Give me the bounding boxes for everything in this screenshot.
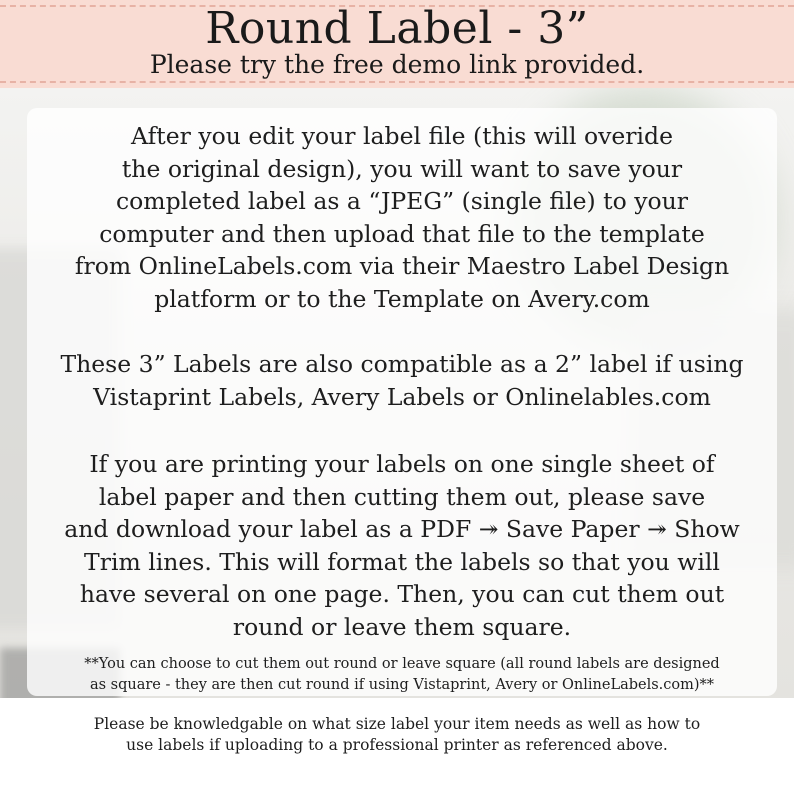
cutting-note <box>27 654 777 696</box>
text-line: Vistaprint Labels, Avery Labels or Onlinelables.com <box>93 382 711 411</box>
instructions-paragraph-2 <box>27 348 777 413</box>
text-line: **You can choose to cut them out round or leave square (all round labels are designed <box>84 656 720 672</box>
text-line: have several on one page. Then, you can cut them out <box>79 580 725 608</box>
text-line: After you edit your label file (this will overide <box>131 122 673 150</box>
text-line: platform or to the Template on Avery.com <box>154 284 650 313</box>
text-line: If you are printing your labels on one single sheet of <box>89 450 715 478</box>
text-line: use labels if uploading to a professional printer as referenced above. <box>126 736 668 754</box>
text-line: as square - they are then cut round if using Vistaprint, Avery or OnlineLabels.com)** <box>89 677 715 693</box>
text-line: completed label as a “JPEG” (single file) to your <box>115 187 688 215</box>
page-subtitle: Please try the free demo link provided. <box>149 50 645 79</box>
text-line: and download your label as a PDF ↠ Save Paper ↠ Show <box>64 515 740 543</box>
text-line: from OnlineLabels.com via their Maestro Label Design <box>74 252 730 280</box>
instructions-panel <box>27 108 777 696</box>
text-line: Please be knowledgable on what size label your item needs as well as how to <box>93 715 701 733</box>
footer-disclaimer <box>0 714 794 756</box>
page-title: Round Label - 3” <box>205 3 589 54</box>
text-line: round or leave them square. <box>232 612 572 641</box>
text-line: Trim lines. This will format the labels so that you will <box>84 547 720 576</box>
text-line: These 3” Labels are also compatible as a 2” label if using <box>60 350 744 378</box>
text-line: the original design), you will want to save your <box>121 154 683 183</box>
header-banner <box>0 0 794 88</box>
header-stitch-bottom <box>0 81 794 83</box>
text-line: computer and then upload that file to the template <box>99 219 705 248</box>
instructions-paragraph-3 <box>27 448 777 643</box>
instructions-paragraph-1 <box>27 120 777 315</box>
text-line: label paper and then cutting them out, please save <box>98 482 706 511</box>
